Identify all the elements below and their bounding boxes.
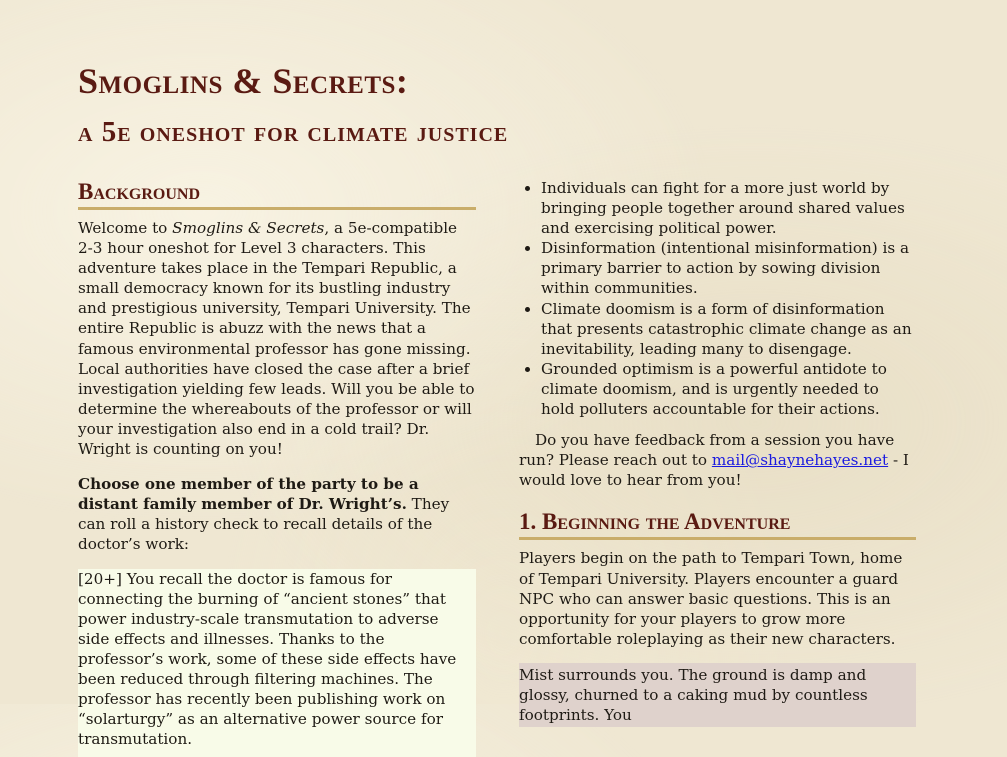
history-check-note: [20+] You recall the doctor is famous for connecting the burning of “ancient stones” that power industry-scale transmutation to adverse side effects and illnesses. Thanks to the professor’s work, some of these side effects have been reduced through filtering machines. The professor has recently been publishing work on “solarturgy” as an alternative power source for transmutation. xyxy=(78,569,476,757)
email-link[interactable]: mail@shaynehayes.net xyxy=(712,451,888,469)
background-intro xyxy=(78,218,476,459)
themes-list xyxy=(519,178,916,419)
feedback-post: - I would love to hear from you! xyxy=(519,451,909,489)
intro-post: , a 5e-compatible 2-3 hour oneshot for Level 3 characters. This adventure takes place in the Tempari Republic, a small democracy known for its bustling industry and prestigious university, Tempari University. The entire Republic is abuzz with the news that a famous environmental professor has gone missing. Local authorities have closed the case after a brief investigation yielding few leads. Will you be able to determine the whereabouts of the professor or will your investigation also end in a cold trail? Dr. Wright is counting on you! xyxy=(78,219,474,458)
choose-member-rest: They can roll a history check to recall details of the doctor’s work: xyxy=(78,495,449,553)
right-column xyxy=(519,178,916,727)
intro-pre: Welcome to xyxy=(78,219,172,237)
feedback-paragraph xyxy=(519,430,916,490)
list-item: • Grounded optimism is a powerful antidote to climate doomism, and is urgently needed to hold polluters accountable for their actions. xyxy=(541,359,916,419)
background-heading: Background xyxy=(78,178,476,210)
choose-member-paragraph xyxy=(78,474,476,554)
section-beginning-text: Players begin on the path to Tempari Town, home of Tempari University. Players encounter a guard NPC who can answer basic questions. This is an opportunity for your players to grow more comfortable roleplaying as their new characters. xyxy=(519,548,916,648)
choose-member-bold: Choose one member of the party to be a distant family member of Dr. Wright’s. xyxy=(78,475,419,513)
document-subtitle: a 5e oneshot for climate justice xyxy=(78,116,508,149)
left-column xyxy=(78,178,476,757)
feedback-pre: Do you have feedback from a session you have run? Please reach out to xyxy=(519,431,894,469)
section-beginning-heading: 1. Beginning the Adventure xyxy=(519,508,916,540)
intro-adventure-name: Smoglins & Secrets xyxy=(172,219,324,237)
document-title: Smoglins & Secrets: xyxy=(78,60,408,102)
list-item: • Individuals can fight for a more just world by bringing people together around shared values and exercising political power. xyxy=(541,178,916,238)
list-item: • Climate doomism is a form of disinformation that presents catastrophic climate change as an inevitability, leading many to disengage. xyxy=(541,299,916,359)
list-item: • Disinformation (intentional misinformation) is a primary barrier to action by sowing division within communities. xyxy=(541,238,916,298)
read-aloud-box: Mist surrounds you. The ground is damp and glossy, churned to a caking mud by countless footprints. You xyxy=(519,663,916,727)
